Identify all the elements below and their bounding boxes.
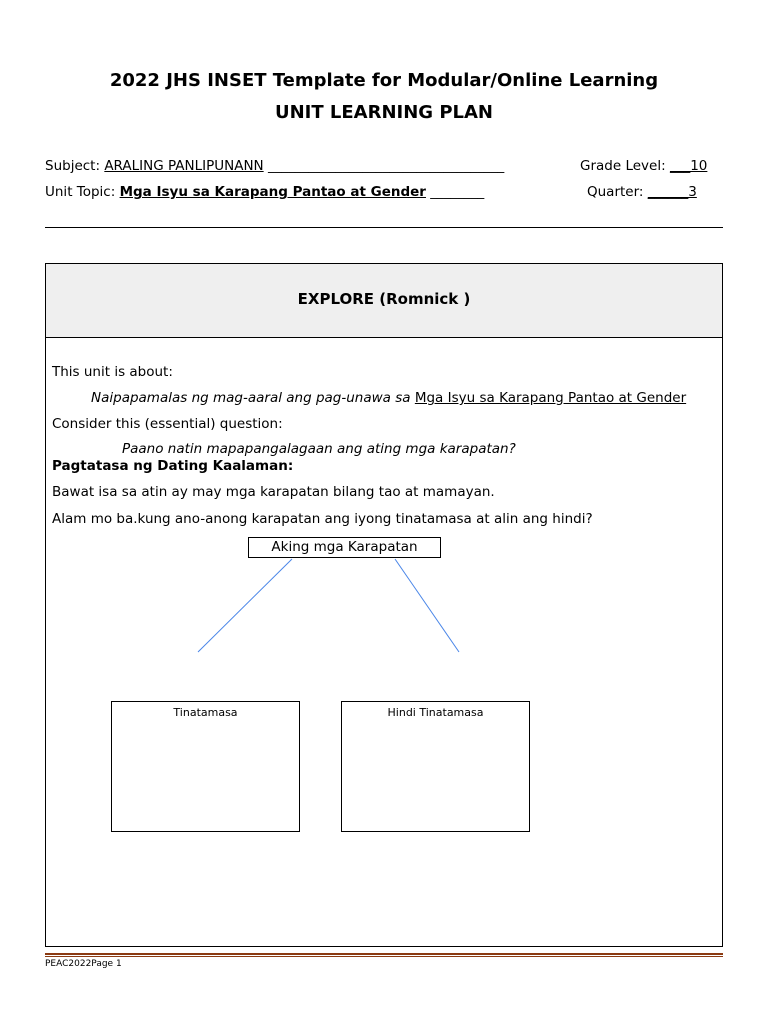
unit-topic-label: Unit Topic: bbox=[45, 184, 116, 200]
prior-knowledge-line-2: Alam mo ba.kung ano-anong karapatan ang iyong tinatamasa at alin ang hindi? bbox=[52, 511, 593, 527]
grade-level-label: Grade Level: bbox=[580, 158, 666, 174]
hindi-tinatamasa-label: Hindi Tinatamasa bbox=[387, 706, 484, 719]
unit-about-topic: Mga Isyu sa Karapang Pantao at Gender bbox=[414, 390, 687, 406]
essential-question: Paano natin mapapangalagaan ang ating mga karapatan? bbox=[122, 441, 516, 457]
diagram-root-box: Aking mga Karapatan bbox=[248, 537, 441, 558]
prior-knowledge-heading: Pagtatasa ng Dating Kaalaman: bbox=[52, 458, 294, 474]
prior-knowledge-line-1: Bawat isa sa atin ay may mga karapatan bilang tao at mamayan. bbox=[52, 484, 495, 500]
question-label: Consider this (essential) question: bbox=[52, 416, 283, 432]
document-title: 2022 JHS INSET Template for Modular/Online Learning bbox=[109, 70, 659, 91]
unit-topic-blank: ________ bbox=[430, 184, 485, 200]
footer-rule-thick bbox=[45, 953, 723, 955]
quarter-value: ______3 bbox=[647, 184, 697, 200]
explore-heading: EXPLORE (Romnick ) bbox=[46, 264, 722, 338]
tinatamasa-box bbox=[111, 701, 300, 832]
document-subtitle: UNIT LEARNING PLAN bbox=[274, 102, 493, 123]
page-footer: PEAC2022Page 1 bbox=[45, 959, 122, 969]
unit-topic-value: Mga Isyu sa Karapang Pantao at Gender bbox=[119, 184, 426, 200]
connector-right bbox=[395, 559, 459, 652]
subject-blank: ___________________________________ bbox=[267, 158, 505, 174]
footer-rule-thin bbox=[45, 956, 723, 957]
hindi-tinatamasa-box bbox=[341, 701, 530, 832]
tinatamasa-label: Tinatamasa bbox=[173, 706, 238, 719]
subject-value: ARALING PANLIPUNANN bbox=[104, 158, 264, 174]
unit-about-label: This unit is about: bbox=[52, 364, 173, 380]
connector-left bbox=[198, 559, 292, 652]
unit-about-text: Naipapamalas ng mag-aaral ang pag-unawa sa bbox=[91, 390, 411, 406]
grade-level-value: ___10 bbox=[669, 158, 708, 174]
subject-label: Subject: bbox=[45, 158, 101, 174]
quarter-label: Quarter: bbox=[587, 184, 644, 200]
